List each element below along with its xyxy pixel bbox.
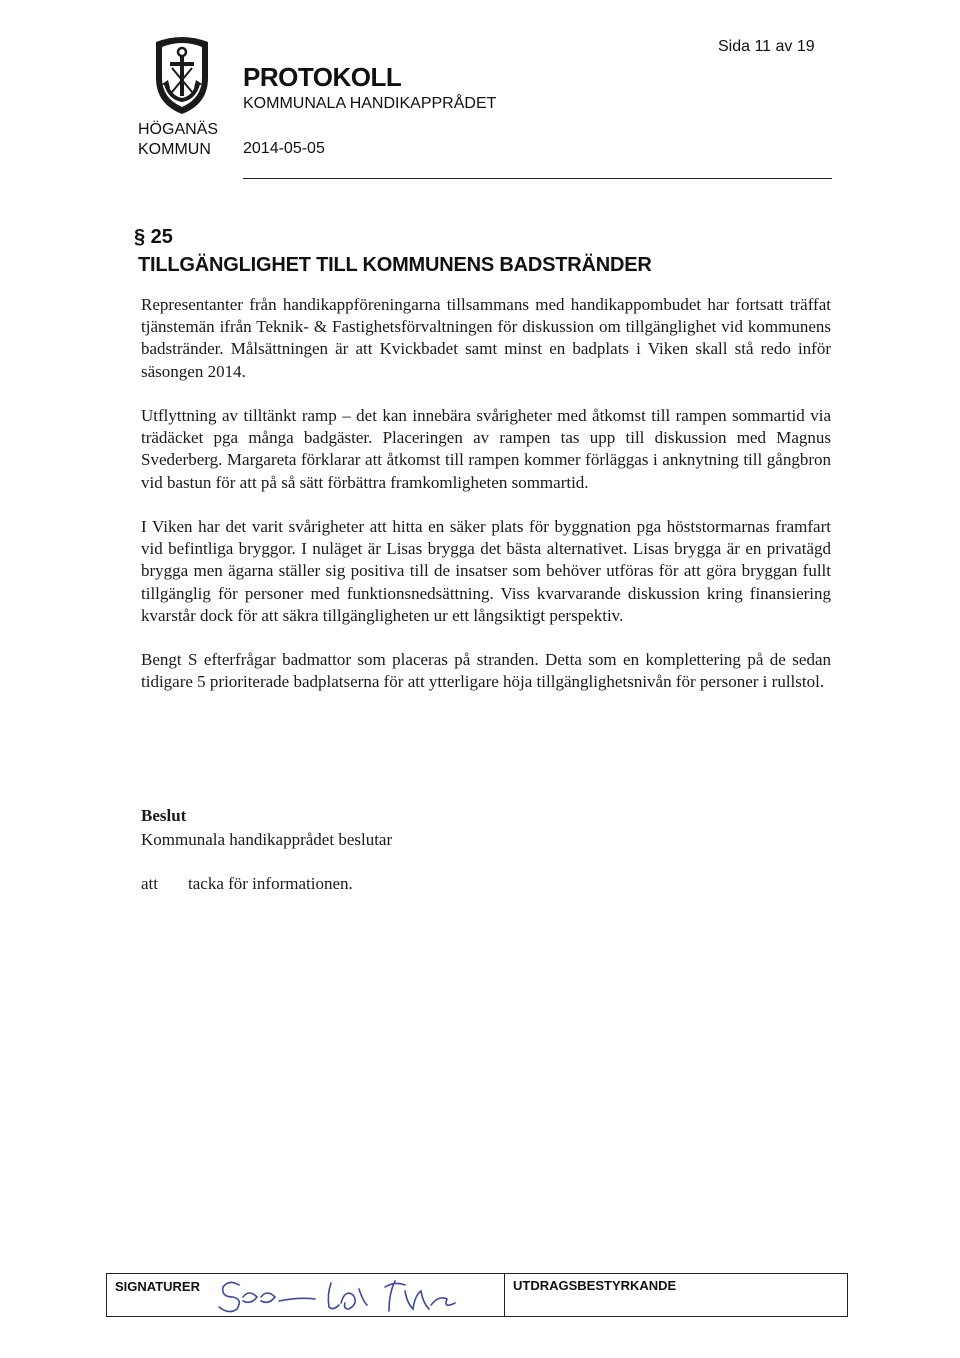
decision-text: Kommunala handikapprådet beslutar <box>141 830 393 849</box>
decision-att: att <box>141 874 158 893</box>
decision-heading: Beslut <box>141 806 187 825</box>
signature-box <box>106 1273 848 1317</box>
utdragsbestyrkande-label: UTDRAGSBESTYRKANDE <box>513 1278 677 1293</box>
coat-of-arms-icon <box>150 34 214 116</box>
document-title: PROTOKOLL <box>243 62 402 92</box>
page-number: Sida 11 av 19 <box>718 38 815 55</box>
decision-item: tacka för informationen. <box>188 874 353 893</box>
paragraph: I Viken har det varit svårigheter att hitta en säker plats för byggnation pga höststormarnas framfart vid befintliga bryggor. I nuläget är Lisas brygga det bästa alternativet. Lisas brygga är en privatägd brygga men ägarna ställer sig positiva till de insatser som behöver utföras för att göra bryggan fullt tillgänglig för personer med funktionsnedsättning. Viss kvarvarande diskussion kring finansiering kvarstår dock för att säkra tillgängligheten ur ett långsiktigt perspektiv. <box>141 517 831 625</box>
section-body <box>141 294 831 716</box>
section-number: § 25 <box>134 226 173 248</box>
handwritten-signatures <box>199 1275 499 1315</box>
organization-name <box>138 120 218 160</box>
paragraph: Bengt S efterfrågar badmattor som placeras på stranden. Detta som en komplettering på de sedan tidigare 5 prioriterade badplatserna för att ytterligare höja tillgänglighetsnivån för personer i rullstol. <box>141 650 831 692</box>
header-divider <box>243 178 832 179</box>
org-line-1: HÖGANÄS <box>138 121 219 138</box>
signature-box-divider <box>504 1274 505 1316</box>
meeting-date: 2014-05-05 <box>243 140 325 157</box>
paragraph: Utflyttning av tilltänkt ramp – det kan innebära svårigheter med åtkomst till rampen sommartid via trädäcket pga många badgäster. Placeringen av rampen tas upp till diskussion med Magnus Svederberg. Margareta förklarar att åtkomst till rampen kommer förläggas i anknytning till gångbron vid bastun för att på så sätt förbättra framkomligheten sommartid. <box>141 406 831 492</box>
org-line-2: KOMMUN <box>138 141 211 158</box>
document-subtitle: KOMMUNALA HANDIKAPPRÅDET <box>243 95 497 112</box>
signatures-label: SIGNATURER <box>115 1279 200 1294</box>
paragraph: Representanter från handikappföreningarna tillsammans med handikappombudet har fortsatt träffat tjänstemän ifrån Teknik- & Fastighetsförvaltningen för diskussion om tillgänglighet vid kommunens badstränder. Målsättningen är att Kvickbadet samt minst en badplats i Viken skall stå redo inför säsongen 2014. <box>141 295 831 381</box>
section-title: TILLGÄNGLIGHET TILL KOMMUNENS BADSTRÄNDER <box>138 254 652 276</box>
